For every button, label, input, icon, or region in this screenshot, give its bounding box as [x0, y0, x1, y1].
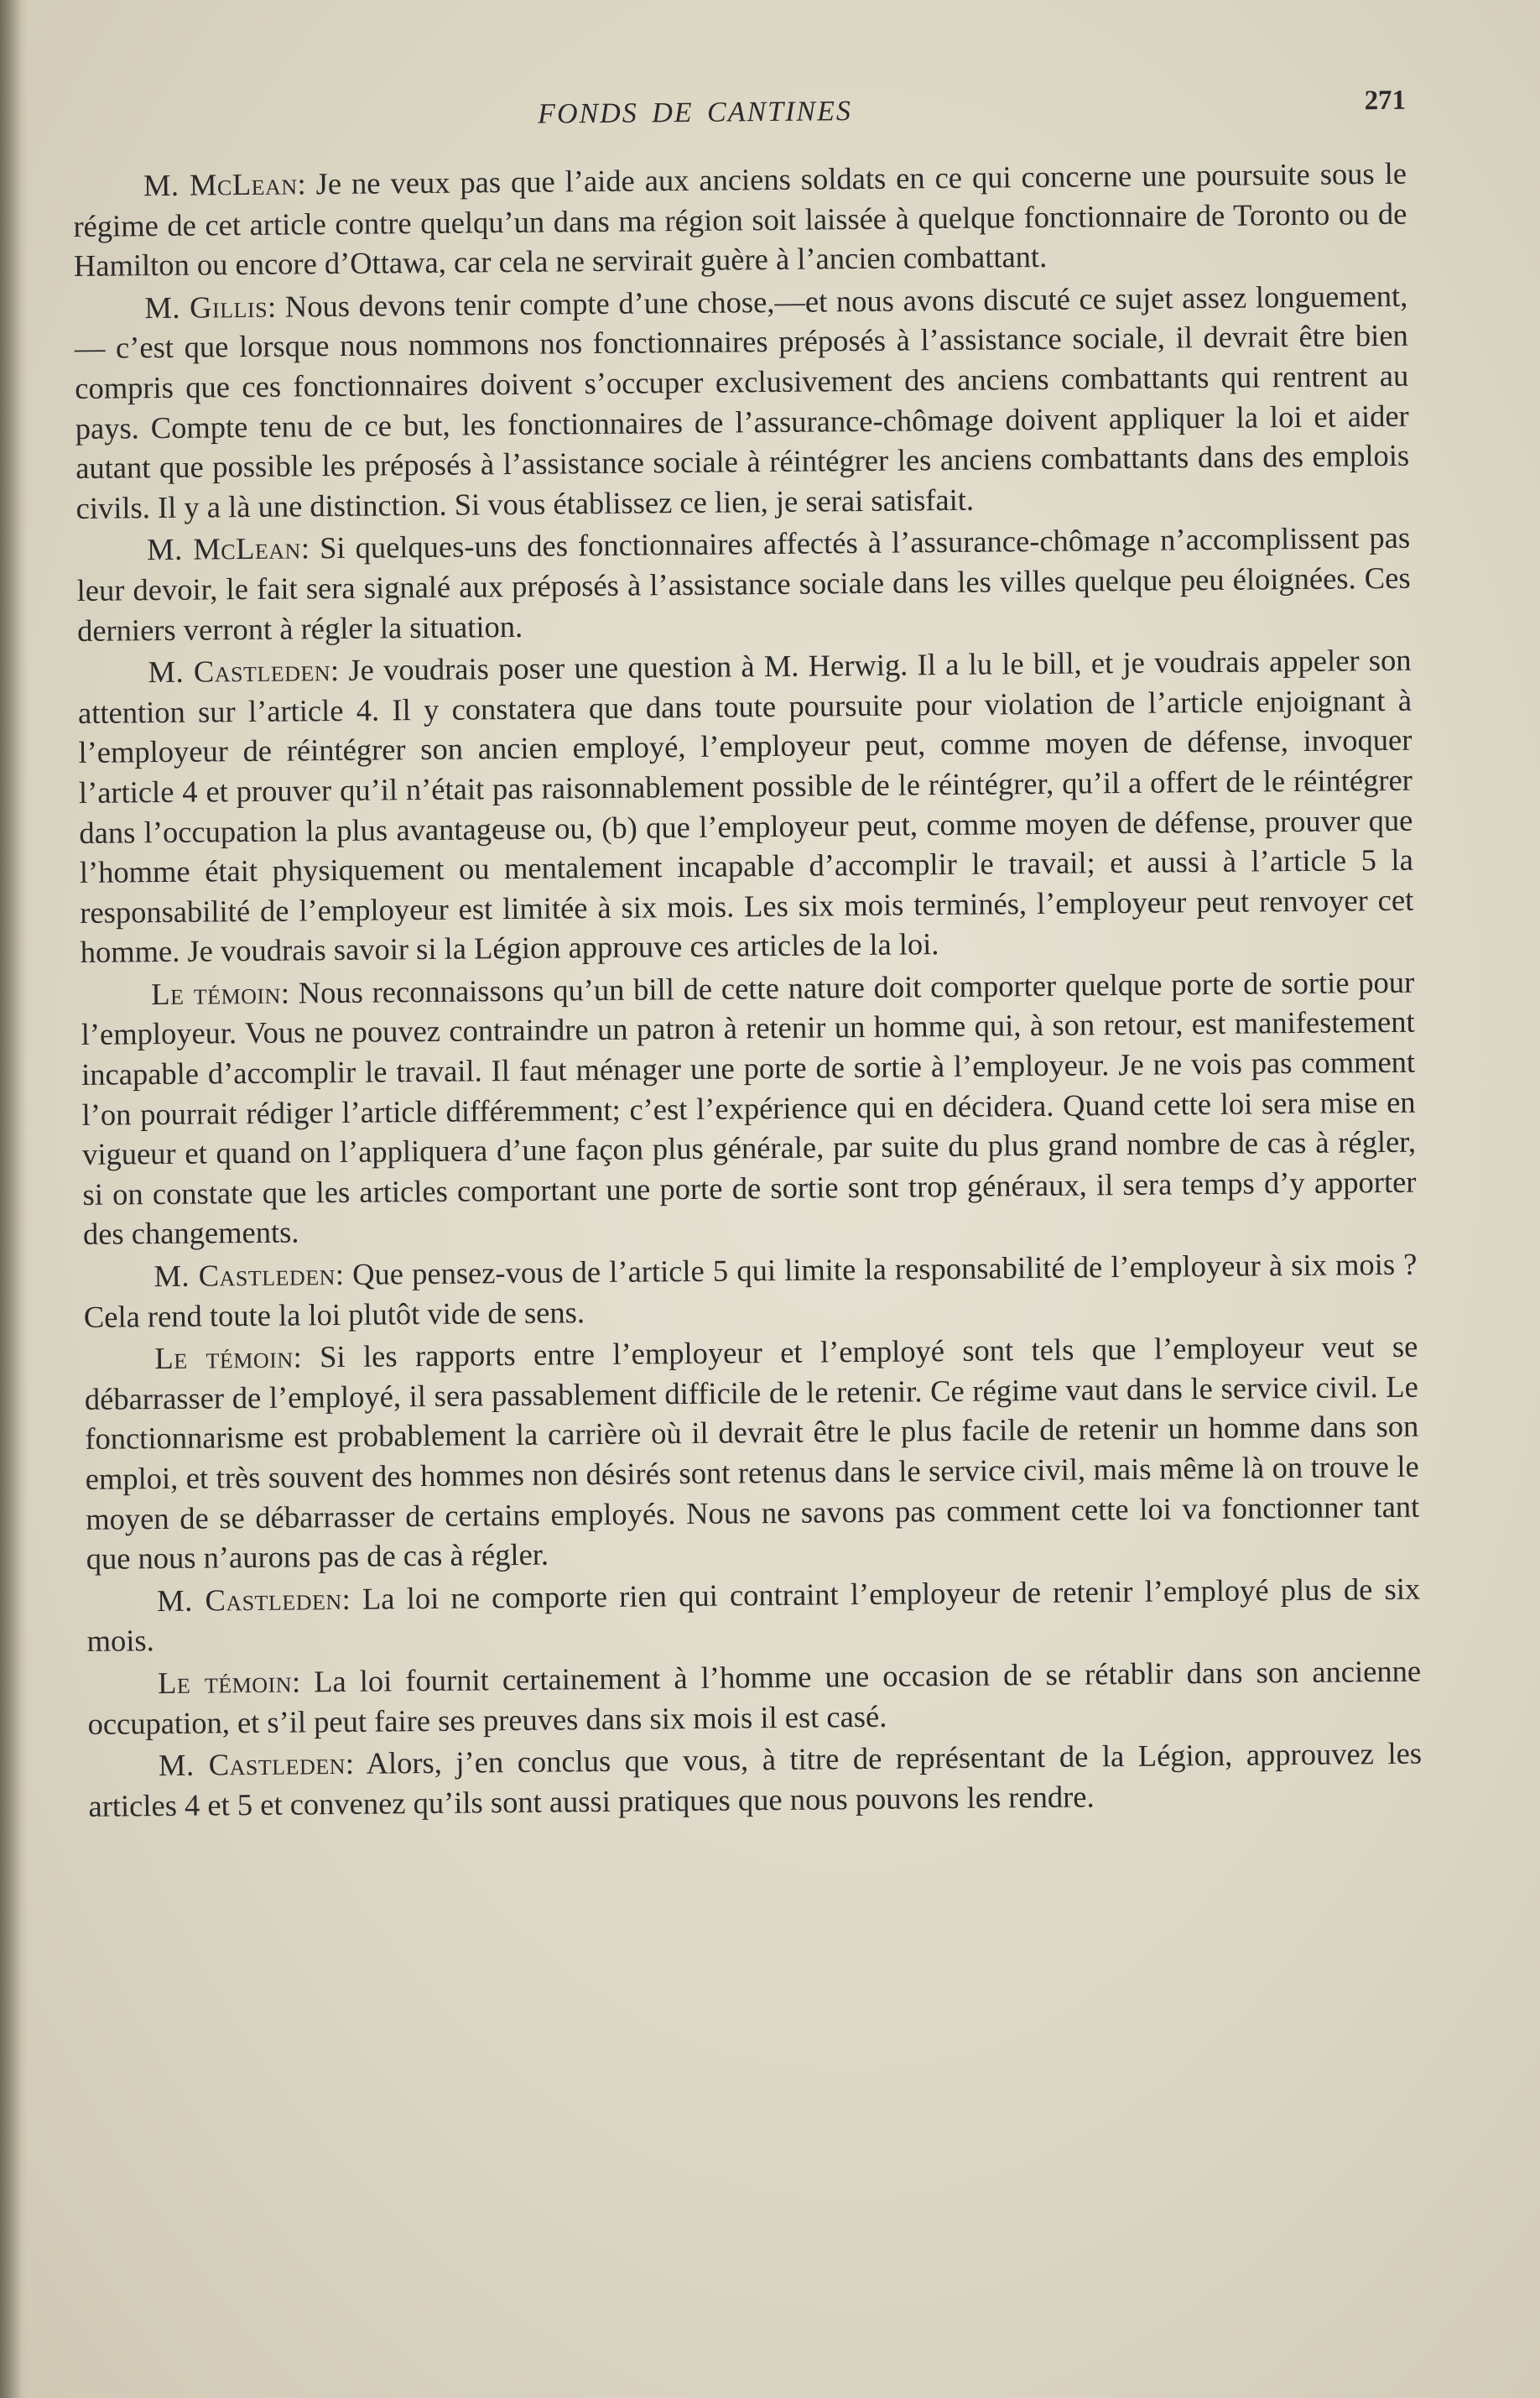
speaker-name: Le témoin [151, 975, 282, 1012]
running-header [72, 86, 1407, 166]
paragraph-castleden-1 [77, 640, 1414, 972]
speech-text: : Je ne veux pas que l’aide aux anciens soldats en ce qui concerne une poursuite sous le régime de cet article contre quelqu’un dans ma région soit laissée à quelque fonctionnaire de Toronto ou de Hamilton ou encore d’Ottawa, car cela ne servirait guère à l’ancien combattant. [73, 155, 1407, 284]
paragraph-witness-1 [81, 962, 1417, 1254]
paragraph-gillis-1 [74, 276, 1410, 529]
speech-text: : La loi ne comporte rien qui contraint l’employeur de retenir l’employé plus de six mois. [86, 1571, 1421, 1659]
speech-text: : Si les rapports entre l’employeur et l’employé sont tels que l’employeur veut se débarrasser de l’employé, il sera passablement difficile de le retenir. Ce régime vaut dans le service civil. Le fonctionnarisme est probablement la carrière où il devrait être le plus facile de retenir un homme dans son emploi, et très souvent des hommes non désirés sont retenus dans le service civil, mais même là on trouve le moyen de se débarrasser de certains employés. Nous ne savons pas comment cette loi va fonctionner tant que nous n’aurons pas de cas à régler. [84, 1328, 1420, 1577]
speech-text: : Si quelques-uns des fonctionnaires affectés à l’assurance-chômage n’accomplissent pas leur devoir, le fait sera signalé aux préposés à l’assistance sociale dans les villes quelque peu éloignées. Ces derniers verront à régler la situation. [76, 520, 1411, 648]
speech-text: : Nous devons tenir compte d’une chose,—et nous avons discuté ce sujet assez longuement,— c’est que lorsque nous nommons nos fonctionnaires préposés à l’assistance sociale, il devrait être bien compris que ces fonctionnaires doivent s’occuper exclusivement des anciens combattants qui rentrent au pays. Compte tenu de ce but, les fonctionnaires de l’assurance-chômage doivent appliquer la loi et aider autant que possible les préposés à l’assistance sociale à réintégrer les anciens combattants dans des emplois civils. Il y a là une distinction. Si vous établissez ce lien, je serai satisfait. [74, 278, 1410, 525]
paragraph-mclean-1 [73, 154, 1407, 286]
paragraph-castleden-2 [83, 1244, 1418, 1337]
speaker-name: Le témoin [157, 1664, 293, 1701]
paragraph-witness-2 [84, 1327, 1420, 1579]
speaker-name: M. Castleden [156, 1581, 342, 1618]
running-title: FONDS DE CANTINES [538, 96, 853, 130]
speech-text: : La loi fournit certainement à l’homme une occasion de se rétablir dans son ancienne occupation, et s’il peut faire ses preuves dans six mois il est casé. [87, 1653, 1422, 1741]
book-binding-edge [0, 0, 29, 2398]
speech-text: : Que pensez-vous de l’article 5 qui limite la responsabilité de l’employeur à six mois ? Cela rend toute la loi plutôt vide de sens. [83, 1246, 1418, 1334]
speech-text: : Alors, j’en conclus que vous, à titre de représentant de la Légion, approuvez les articles 4 et 5 et convenez qu’ils sont aussi pratiques que nous pouvons les rendre. [88, 1735, 1423, 1823]
page-number: 271 [1364, 85, 1407, 117]
speech-text: : Nous reconnaissons qu’un bill de cette nature doit comporter quelque porte de sortie pour l’employeur. Vous ne pouvez contraindre un patron à retenir un homme qui, à son retour, est manifestement incapable d’accomplir le travail. Il faut ménager une porte de sortie à l’employeur. Je ne vois pas comment l’on pourrait rédiger l’article différemment; c’est l’expérience qui en décidera. Quand cette loi sera mise en vigueur et quand on l’appliquera d’une façon plus générale, par suite du plus grand nombre de cas à régler, si on constate que les articles comportant une porte de sortie sont trop généraux, il sera temps d’y apporter des changements. [81, 964, 1417, 1252]
paragraph-castleden-4 [88, 1733, 1423, 1826]
page-text-block [72, 86, 1423, 1829]
speaker-name: Le témoin [154, 1339, 294, 1376]
speech-text: : Je voudrais poser une question à M. Herwig. Il a lu le bill, et je voudrais appeler son attention sur l’article 4. Il y constatera que dans toute poursuite pour violation de l’article enjoignant à l’employeur de réintégrer son ancien employé, l’employeur peut, comme moyen de défense, invoquer l’article 4 et prouver qu’il n’était pas raisonnablement possible de le réintégrer, qu’il a offert de le réintégrer dans l’occupation la plus avantageuse ou, (b) que l’employeur peut, comme moyen de défense, prouver que l’homme était physiquement ou mentalement incapable d’accomplir le travail; et aussi à l’article 5 la responsabilité de l’employeur est limitée à six mois. Les six mois terminés, l’employeur peut renvoyer cet homme. Je voudrais savoir si la Légion approuve ces articles de la loi. [77, 642, 1414, 970]
paragraph-castleden-3 [86, 1568, 1421, 1660]
paragraph-mclean-2 [76, 518, 1411, 650]
speaker-name: M. McLean [143, 166, 298, 203]
speaker-name: M. McLean [146, 530, 302, 567]
speaker-name: M. Gillis [144, 289, 268, 325]
paragraph-witness-3 [87, 1651, 1422, 1744]
speaker-name: M. Castleden [153, 1257, 336, 1294]
speaker-name: M. Castleden [148, 653, 331, 690]
speaker-name: M. Castleden [158, 1746, 346, 1783]
